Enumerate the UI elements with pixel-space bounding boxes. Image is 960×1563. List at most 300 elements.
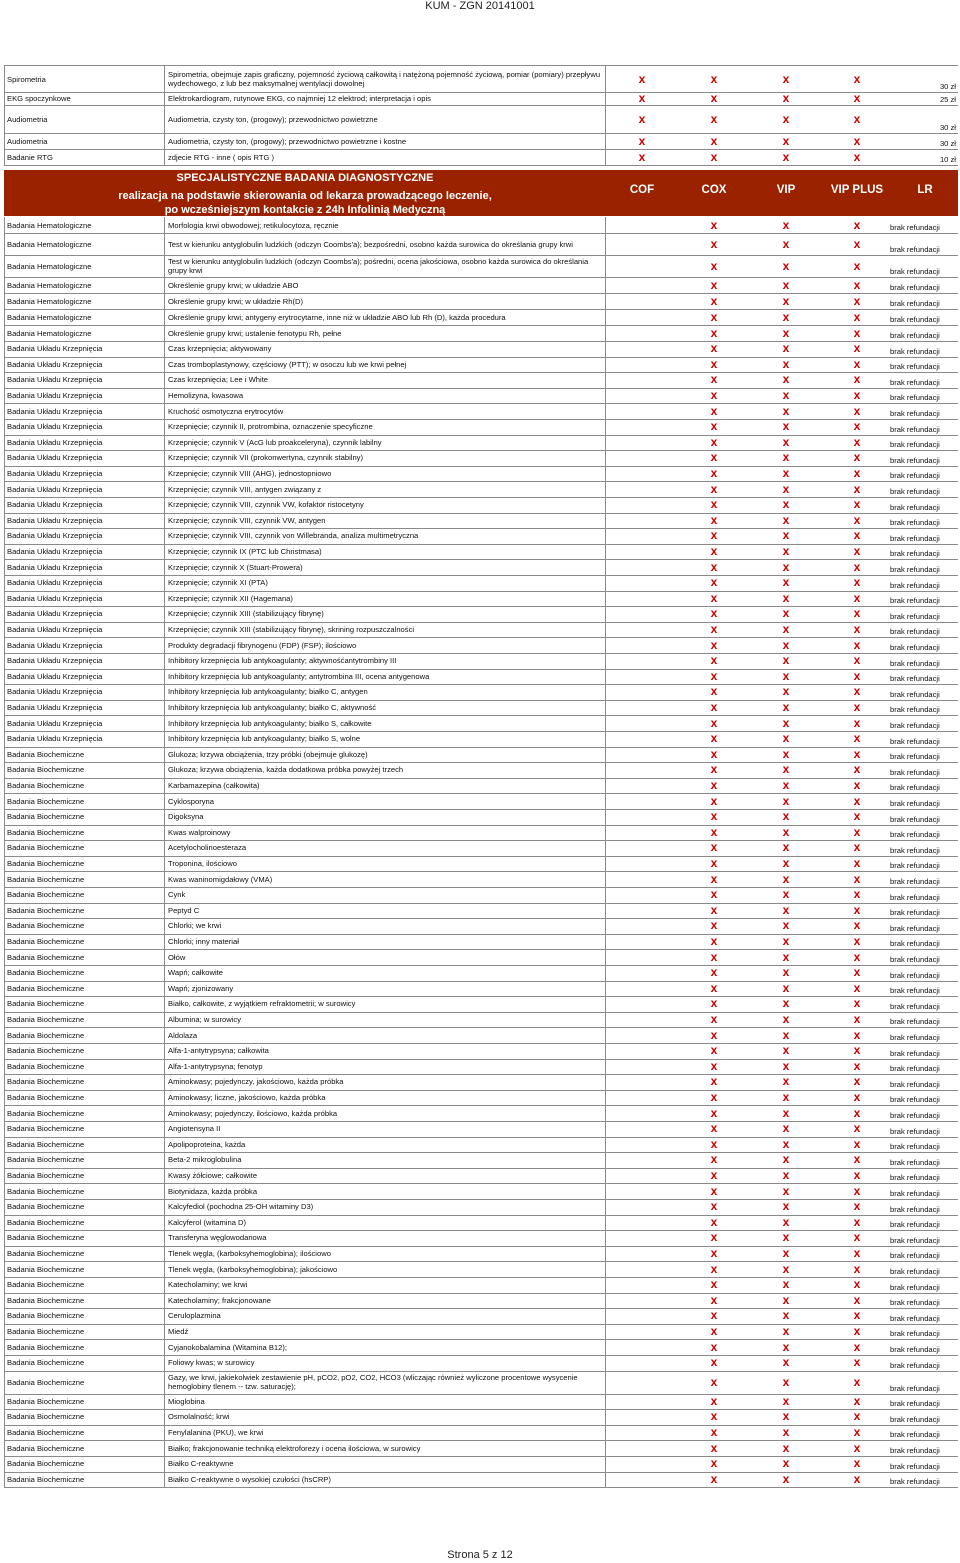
category-cell: Badania Układu Krzepnięcia <box>4 419 165 435</box>
table-row <box>4 793 958 810</box>
description-cell: Kwas waninomigdałowy (VMA) <box>165 871 606 887</box>
mark-vip-plus: x <box>853 1090 861 1105</box>
mark-vip: x <box>782 544 790 559</box>
table-row <box>4 403 958 420</box>
lr-refund-cell: brak refundacji <box>890 331 940 340</box>
description-cell: Inhibitory krzepnięcia lub antykoagulanty; białko C, aktywność <box>165 700 606 716</box>
table-row <box>4 840 958 857</box>
lr-refund-cell: brak refundacji <box>890 362 940 372</box>
mark-vip: x <box>782 403 790 418</box>
table-row <box>4 1074 958 1091</box>
category-cell: Badania Układu Krzepnięcia <box>4 388 165 404</box>
mark-vip: x <box>782 622 790 637</box>
mark-cox: x <box>710 217 718 232</box>
mark-cox: x <box>710 965 718 980</box>
category-cell: Badania Biochemiczne <box>4 1293 165 1309</box>
description-cell: Aminokwasy; liczne, jakościowo, każda próbka <box>165 1090 606 1106</box>
mark-vip-plus: x <box>853 528 861 543</box>
mark-vip-plus: x <box>853 1456 861 1471</box>
table-row <box>4 149 958 166</box>
lr-refund-cell: brak refundacji <box>890 1064 940 1074</box>
mark-cox: x <box>710 1355 718 1370</box>
mark-cox: x <box>710 1339 718 1354</box>
mark-cox: x <box>710 1183 718 1198</box>
mark-vip-plus: x <box>853 637 861 652</box>
mark-cox: x <box>710 1090 718 1105</box>
mark-cox: x <box>710 887 718 902</box>
mark-vip: x <box>782 341 790 356</box>
mark-vip-plus: x <box>853 606 861 621</box>
category-cell: Badania Układu Krzepnięcia <box>4 403 165 419</box>
table-row <box>4 1324 958 1341</box>
description-cell: Krzepnięcie; czynnik XIII (stabilizujący fibrynę), skrining rozpuszczalności <box>165 622 606 638</box>
section-title: SPECJALISTYCZNE BADANIA DIAGNOSTYCZNE <box>176 172 434 184</box>
description-cell: Biotynidaza, każda próbka <box>165 1183 606 1199</box>
description-cell: Krzepnięcie; czynnik X (Stuart-Prowera) <box>165 559 606 575</box>
lr-refund-cell: brak refundacji <box>890 1344 940 1354</box>
mark-cox: x <box>710 1261 718 1276</box>
category-cell: Badania Biochemiczne <box>4 1440 165 1456</box>
mark-cox: x <box>710 1152 718 1167</box>
category-cell: Badania Biochemiczne <box>4 1456 165 1472</box>
mark-vip: x <box>782 1374 790 1389</box>
mark-cox: x <box>710 356 718 371</box>
mark-vip-plus: x <box>853 1324 861 1339</box>
description-cell: Krzepnięcie; czynnik V (AcG lub proakceleryna), czynnik labilny <box>165 435 606 451</box>
mark-vip: x <box>782 809 790 824</box>
mark-vip-plus: x <box>853 388 861 403</box>
table-row <box>4 1090 958 1107</box>
table-row <box>4 372 958 389</box>
table-row <box>4 466 958 483</box>
table-row <box>4 981 958 998</box>
description-cell: Audiometria, czysty ton, (progowy); przewodnictwo powietrzne <box>165 105 606 133</box>
mark-cox: x <box>710 434 718 449</box>
description-cell: Kalcyferol (witamina D) <box>165 1215 606 1231</box>
mark-vip-plus: x <box>853 918 861 933</box>
mark-vip-plus: x <box>853 91 861 105</box>
mark-cox: x <box>710 1440 718 1455</box>
lr-refund-cell: brak refundacji <box>890 564 940 574</box>
category-cell: Badania Biochemiczne <box>4 793 165 809</box>
table-row <box>4 513 958 530</box>
table-row <box>4 388 958 405</box>
mark-vip: x <box>782 1246 790 1261</box>
description-cell: Ceruloplazmina <box>165 1308 606 1324</box>
category-cell: Badania Biochemiczne <box>4 1121 165 1137</box>
mark-vip: x <box>782 1136 790 1151</box>
category-cell: Badania Biochemiczne <box>4 981 165 997</box>
mark-vip: x <box>782 668 790 683</box>
mark-vip: x <box>782 1168 790 1183</box>
mark-vip-plus: x <box>853 887 861 902</box>
table-row <box>4 1230 958 1247</box>
mark-cox: x <box>710 133 718 148</box>
category-cell: Badanie RTG <box>4 149 165 165</box>
price-cell: 10 zł <box>939 155 956 164</box>
mark-vip-plus: x <box>853 731 861 746</box>
mark-vip: x <box>782 419 790 434</box>
price-cell: 30 zł <box>939 82 956 91</box>
table-row <box>4 1027 958 1044</box>
category-cell: Badania Układu Krzepnięcia <box>4 341 165 357</box>
mark-vip-plus: x <box>853 372 861 387</box>
mark-cox: x <box>710 575 718 590</box>
category-cell: Badania Biochemiczne <box>4 856 165 872</box>
document-header: KUM - ZGN 20141001 <box>425 0 535 12</box>
mark-vip-plus: x <box>853 1261 861 1276</box>
table-row <box>4 1059 958 1076</box>
mark-vip: x <box>782 71 790 86</box>
category-cell: Badania Biochemiczne <box>4 1043 165 1059</box>
table-row <box>4 1215 958 1232</box>
mark-vip-plus: x <box>853 653 861 668</box>
category-cell: Badania Biochemiczne <box>4 1027 165 1043</box>
mark-vip-plus: x <box>853 980 861 995</box>
description-cell: Hemolizyna, kwasowa <box>165 388 606 404</box>
mark-vip-plus: x <box>853 133 861 148</box>
table-row <box>4 715 958 732</box>
table-row <box>4 1043 958 1060</box>
table-row <box>4 1355 958 1372</box>
description-cell: Audiometria, czysty ton, (progowy); przewodnictwo powietrzne i kostne <box>165 133 606 149</box>
mark-vip-plus: x <box>853 668 861 683</box>
mark-cox: x <box>710 871 718 886</box>
table-row <box>4 1121 958 1138</box>
mark-cox: x <box>710 1425 718 1440</box>
mark-vip: x <box>782 217 790 232</box>
lr-refund-cell: brak refundacji <box>890 1360 940 1370</box>
mark-vip-plus: x <box>853 715 861 730</box>
mark-cox: x <box>710 450 718 465</box>
mark-vip-plus: x <box>853 1027 861 1042</box>
mark-vip-plus: x <box>853 840 861 855</box>
table-row <box>4 1456 958 1473</box>
mark-cox: x <box>710 512 718 527</box>
lr-refund-cell: brak refundacji <box>890 1204 940 1214</box>
category-cell: Badania Biochemiczne <box>4 1074 165 1090</box>
table-row <box>4 1246 958 1263</box>
table-row <box>4 637 958 654</box>
mark-vip-plus: x <box>853 434 861 449</box>
mark-vip-plus: x <box>853 512 861 527</box>
lr-refund-cell: brak refundacji <box>890 393 940 403</box>
table-row <box>4 1168 958 1185</box>
lr-refund-cell: brak refundacji <box>890 549 940 559</box>
table-row <box>4 591 958 608</box>
description-cell: Osmolalność; krwi <box>165 1409 606 1425</box>
description-cell: Białko C-reaktywne <box>165 1456 606 1472</box>
category-cell: Badania Biochemiczne <box>4 1339 165 1355</box>
mark-vip: x <box>782 309 790 324</box>
category-cell: Badania Biochemiczne <box>4 1199 165 1215</box>
category-cell: Badania Biochemiczne <box>4 1277 165 1293</box>
table-row <box>4 653 958 670</box>
mark-vip-plus: x <box>853 341 861 356</box>
category-cell: Badania Układu Krzepnięcia <box>4 653 165 669</box>
table-row <box>4 1339 958 1356</box>
lr-refund-cell: brak refundacji <box>890 424 940 434</box>
mark-vip: x <box>782 840 790 855</box>
category-cell: Badania Układu Krzepnięcia <box>4 357 165 373</box>
mark-vip: x <box>782 1456 790 1471</box>
lr-refund-cell: brak refundacji <box>890 377 940 387</box>
mark-vip: x <box>782 1355 790 1370</box>
description-cell: Chlorki; we krwi <box>165 918 606 934</box>
mark-vip-plus: x <box>853 1374 861 1389</box>
description-cell: Krzepnięcie; czynnik VIII, czynnik VW, antygen <box>165 513 606 529</box>
mark-cox: x <box>710 856 718 871</box>
mark-cox: x <box>710 1058 718 1073</box>
category-cell: Badania Biochemiczne <box>4 1394 165 1410</box>
lr-refund-cell: brak refundacji <box>890 642 940 652</box>
lr-refund-cell: brak refundacji <box>890 939 940 949</box>
lr-refund-cell: brak refundacji <box>890 1110 940 1120</box>
lr-refund-cell: brak refundacji <box>890 1329 940 1339</box>
lr-refund-cell: brak refundacji <box>890 954 940 964</box>
lr-refund-cell: brak refundacji <box>890 1001 940 1011</box>
description-cell: Określenie grupy krwi; antygeny erytrocytarne, inne niż w układzie ABO lub Rh (D), każda procedura <box>165 309 606 325</box>
mark-cox: x <box>710 1105 718 1120</box>
table-row <box>4 559 958 576</box>
table-row <box>4 747 958 764</box>
category-cell: Badania Biochemiczne <box>4 887 165 903</box>
description-cell: Krzepnięcie; czynnik XII (Hagemana) <box>165 591 606 607</box>
table-row <box>4 309 958 326</box>
description-cell: Krzepnięcie; czynnik XIII (stabilizujący fibrynę) <box>165 606 606 622</box>
mark-cof: x <box>638 133 646 148</box>
category-cell: Badania Biochemiczne <box>4 1425 165 1441</box>
lr-refund-cell: brak refundacji <box>890 223 940 232</box>
category-cell: Badania Biochemiczne <box>4 778 165 794</box>
mark-cox: x <box>710 809 718 824</box>
lr-refund-cell: brak refundacji <box>890 1251 940 1261</box>
table-row <box>4 934 958 951</box>
mark-vip: x <box>782 388 790 403</box>
mark-cox: x <box>710 668 718 683</box>
mark-vip: x <box>782 1308 790 1323</box>
lr-refund-cell: brak refundacji <box>890 283 940 292</box>
category-cell: Badania Biochemiczne <box>4 809 165 825</box>
mark-cox: x <box>710 606 718 621</box>
lr-refund-cell: brak refundacji <box>890 1399 940 1409</box>
mark-cox: x <box>710 1374 718 1389</box>
description-cell: Aminokwasy; pojedynczy, ilościowo, każda próbka <box>165 1105 606 1121</box>
description-cell: zdjecie RTG - inne ( opis RTG ) <box>165 149 606 165</box>
mark-cox: x <box>710 762 718 777</box>
category-cell: Badania Biochemiczne <box>4 1355 165 1371</box>
mark-cox: x <box>710 341 718 356</box>
description-cell: Chlorki; inny materiał <box>165 934 606 950</box>
description-cell: Wapń; zjonizowany <box>165 981 606 997</box>
mark-vip-plus: x <box>853 1199 861 1214</box>
description-cell: Cynk <box>165 887 606 903</box>
table-row <box>4 1394 958 1411</box>
description-cell: Kruchość osmotyczna erytrocytów <box>165 403 606 419</box>
table-row <box>4 871 958 888</box>
category-cell: Badania Biochemiczne <box>4 965 165 981</box>
table-row <box>4 856 958 873</box>
table-row <box>4 1152 958 1169</box>
lr-refund-cell: brak refundacji <box>890 1126 940 1136</box>
lr-refund-cell: brak refundacji <box>890 346 940 356</box>
mark-vip-plus: x <box>853 236 861 251</box>
lr-refund-cell: brak refundacji <box>890 518 940 528</box>
table-row <box>4 731 958 748</box>
lr-refund-cell: brak refundacji <box>890 502 940 512</box>
table-row <box>4 1308 958 1325</box>
mark-vip: x <box>782 1425 790 1440</box>
mark-cox: x <box>710 1074 718 1089</box>
mark-cox: x <box>710 1292 718 1307</box>
description-cell: Elektrokardiogram, rutynowe EKG, co najmniej 12 elektrod; interpretacja i opis <box>165 91 606 105</box>
description-cell: Białko, całkowite, z wyjątkiem refraktometrii; w surowicy <box>165 996 606 1012</box>
mark-cox: x <box>710 1214 718 1229</box>
table-row <box>4 669 958 686</box>
description-cell: Inhibitory krzepnięcia lub antykoagulanty; białko C, antygen <box>165 684 606 700</box>
mark-vip: x <box>782 762 790 777</box>
mark-vip: x <box>782 434 790 449</box>
table-row <box>4 778 958 795</box>
category-cell: Badania Biochemiczne <box>4 1371 165 1394</box>
table-row <box>4 996 958 1013</box>
mark-vip: x <box>782 528 790 543</box>
mark-vip: x <box>782 949 790 964</box>
mark-cox: x <box>710 1277 718 1292</box>
lr-refund-cell: brak refundacji <box>890 471 940 481</box>
mark-vip: x <box>782 1230 790 1245</box>
mark-cox: x <box>710 372 718 387</box>
table-row <box>4 575 958 592</box>
lr-refund-cell: brak refundacji <box>890 736 940 746</box>
mark-vip: x <box>782 1292 790 1307</box>
lr-refund-cell: brak refundacji <box>890 923 940 933</box>
lr-refund-cell: brak refundacji <box>890 627 940 637</box>
table-row <box>4 435 958 452</box>
mark-cox: x <box>710 325 718 340</box>
mark-vip: x <box>782 236 790 251</box>
lr-refund-cell: brak refundacji <box>890 580 940 590</box>
price-cell: 30 zł <box>939 139 956 148</box>
category-cell: Badania Układu Krzepnięcia <box>4 606 165 622</box>
mark-vip-plus: x <box>853 309 861 324</box>
category-cell: Badania Układu Krzepnięcia <box>4 372 165 388</box>
mark-vip-plus: x <box>853 1074 861 1089</box>
category-cell: Spirometria <box>4 66 165 92</box>
mark-cox: x <box>710 637 718 652</box>
mark-vip-plus: x <box>853 1277 861 1292</box>
mark-vip: x <box>782 684 790 699</box>
description-cell: Alfa-1-antytrypsyna; całkowita <box>165 1043 606 1059</box>
category-cell: Badania Biochemiczne <box>4 1230 165 1246</box>
mark-vip-plus: x <box>853 871 861 886</box>
table-row <box>4 325 958 342</box>
mark-vip-plus: x <box>853 1292 861 1307</box>
lr-refund-cell: brak refundacji <box>890 752 940 762</box>
description-cell: Aminokwasy; pojedynczy, jakościowo, każda próbka <box>165 1074 606 1090</box>
lr-refund-cell: brak refundacji <box>890 1188 940 1198</box>
mark-cox: x <box>710 388 718 403</box>
category-cell: Badania Układu Krzepnięcia <box>4 466 165 482</box>
description-cell: Cyjanokobalamina (Witamina B12); <box>165 1339 606 1355</box>
table-row <box>4 293 958 310</box>
category-cell: Badania Biochemiczne <box>4 1261 165 1277</box>
lr-refund-cell: brak refundacji <box>890 1477 940 1487</box>
category-cell: Badania Układu Krzepnięcia <box>4 731 165 747</box>
mark-cox: x <box>710 403 718 418</box>
mark-vip-plus: x <box>853 1183 861 1198</box>
mark-cox: x <box>710 293 718 308</box>
mark-vip-plus: x <box>853 778 861 793</box>
category-cell: Badania Biochemiczne <box>4 903 165 919</box>
category-cell: Badania Biochemiczne <box>4 949 165 965</box>
mark-vip-plus: x <box>853 793 861 808</box>
mark-cox: x <box>710 1456 718 1471</box>
category-cell: Badania Biochemiczne <box>4 1183 165 1199</box>
description-cell: Aldolaza <box>165 1027 606 1043</box>
category-cell: Badania Układu Krzepnięcia <box>4 450 165 466</box>
mark-vip-plus: x <box>853 293 861 308</box>
mark-vip-plus: x <box>853 809 861 824</box>
section-header-text <box>4 170 606 216</box>
description-cell: Katecholaminy; frakcjonowane <box>165 1293 606 1309</box>
mark-vip-plus: x <box>853 824 861 839</box>
mark-vip: x <box>782 559 790 574</box>
mark-vip-plus: x <box>853 622 861 637</box>
category-cell: Badania Biochemiczne <box>4 1409 165 1425</box>
mark-vip: x <box>782 918 790 933</box>
mark-vip: x <box>782 325 790 340</box>
mark-cox: x <box>710 481 718 496</box>
mark-cox: x <box>710 1121 718 1136</box>
mark-vip-plus: x <box>853 149 861 164</box>
mark-vip: x <box>782 700 790 715</box>
section-header-band <box>4 170 958 216</box>
mark-vip: x <box>782 512 790 527</box>
category-cell: Badania Biochemiczne <box>4 1168 165 1184</box>
category-cell: Badania Biochemiczne <box>4 1215 165 1231</box>
description-cell: Krzepnięcie; czynnik XI (PTA) <box>165 575 606 591</box>
category-cell: Badania Biochemiczne <box>4 762 165 778</box>
mark-cof: x <box>638 91 646 105</box>
description-cell: Czas krzepnięcia; aktywowany <box>165 341 606 357</box>
mark-vip: x <box>782 356 790 371</box>
lr-refund-cell: brak refundacji <box>890 892 940 902</box>
lr-refund-cell: brak refundacji <box>890 1017 940 1027</box>
lr-refund-cell: brak refundacji <box>890 1266 940 1276</box>
lr-refund-cell: brak refundacji <box>890 814 940 824</box>
column-header-lr: LR <box>917 184 933 196</box>
column-header-cof: COF <box>629 184 655 196</box>
category-cell: Badania Układu Krzepnięcia <box>4 591 165 607</box>
section-subtitle-2: po wcześniejszym kontakcie z 24h Infolinią Medyczną <box>164 204 446 216</box>
lr-refund-cell: brak refundacji <box>890 986 940 996</box>
description-cell: Określenie grupy krwi; w układzie ABO <box>165 277 606 293</box>
mark-cox: x <box>710 949 718 964</box>
lr-refund-cell: brak refundacji <box>890 611 940 621</box>
description-cell: Wapń; całkowite <box>165 965 606 981</box>
mark-vip: x <box>782 871 790 886</box>
lr-refund-cell: brak refundacji <box>890 1032 940 1042</box>
category-cell: Badania Biochemiczne <box>4 918 165 934</box>
lr-refund-cell: brak refundacji <box>890 1157 940 1167</box>
category-cell: Badania Biochemiczne <box>4 1137 165 1153</box>
category-cell: Badania Biochemiczne <box>4 1105 165 1121</box>
mark-vip-plus: x <box>853 1121 861 1136</box>
lr-refund-cell: brak refundacji <box>890 1235 940 1245</box>
mark-vip-plus: x <box>853 1214 861 1229</box>
category-cell: Badania Biochemiczne <box>4 871 165 887</box>
